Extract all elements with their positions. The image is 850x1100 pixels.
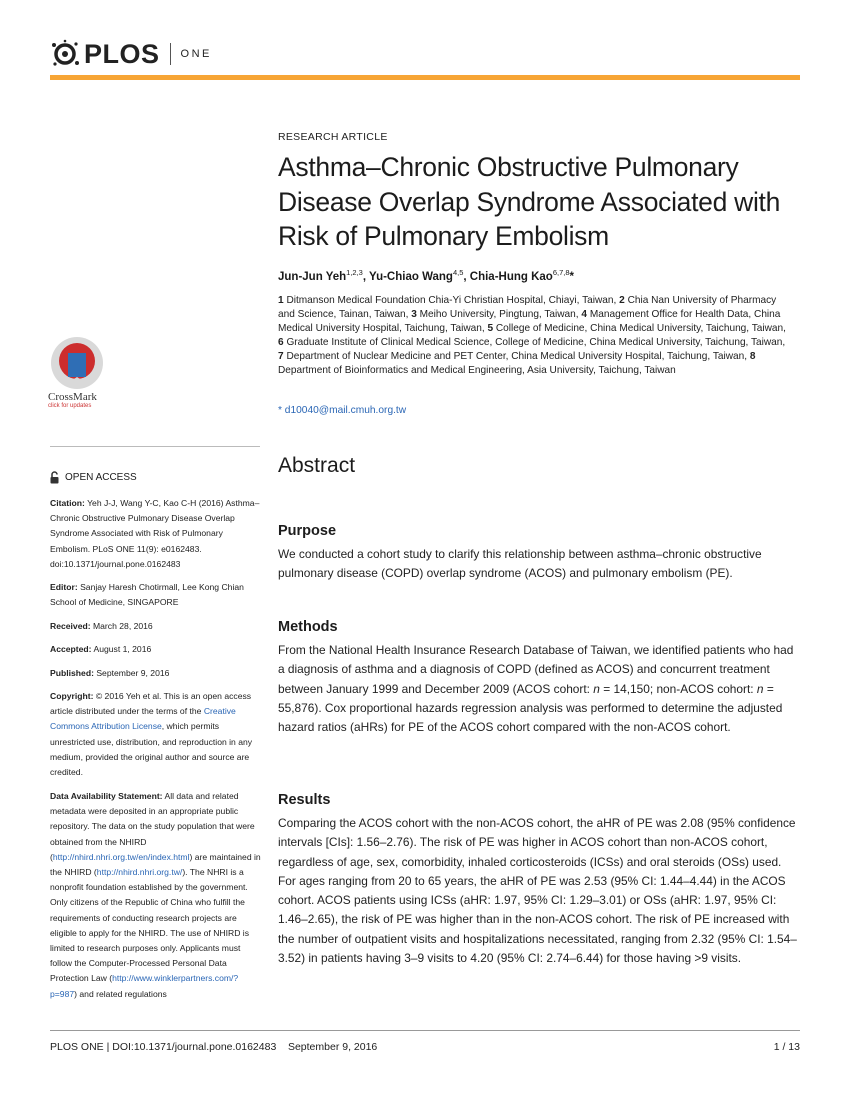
data-availability-text: ). The NHRI is a nonprofit foundation established by the government. Only citizens of the Republic of China who fulfill the requirements of conducting research projects are eligible to apply for the NHIRD. The use of NHIRD is limited to research purposes only. Applicants must follow the Computer-Processed Personal Data Protection Law ( xyxy=(50,867,250,984)
plos-logo[interactable] xyxy=(50,38,212,70)
author-affil-sup: 4,5 xyxy=(452,268,464,277)
published-date: September 9, 2016 xyxy=(93,668,170,678)
purpose-heading: Purpose xyxy=(278,523,337,539)
title-line: Disease Overlap Syndrome Associated with xyxy=(278,186,781,217)
crossmark-icon xyxy=(51,337,103,389)
crossmark-badge[interactable] xyxy=(48,337,108,409)
affil-text: Department of Bioinformatics and Medical Engineering, Asia University, Taichung, Taiwan xyxy=(278,365,676,377)
sidebar-divider xyxy=(50,446,260,447)
data-availability-label: Data Availability Statement: xyxy=(50,791,163,801)
nhird-link[interactable]: http://nhird.nhri.org.tw/ xyxy=(96,867,183,878)
data-availability-block xyxy=(50,789,264,1002)
affil-number: 7 xyxy=(278,351,284,363)
copyright-text: , which permits unrestricted use, distribution, and reproduction in any medium, provided the original author and source are credited. xyxy=(50,721,253,778)
accepted-label: Accepted: xyxy=(50,644,92,654)
title-line: Risk of Pulmonary Embolism xyxy=(278,221,609,251)
received-date: March 28, 2016 xyxy=(90,621,153,631)
affil-text: Graduate Institute of Clinical Medical Science, College of Medicine, China Medical University, Taichung, Taiwan, xyxy=(286,337,786,349)
methods-text-part: = 14,150; non-ACOS cohort: xyxy=(599,681,757,696)
author-separator: , xyxy=(463,270,470,283)
article-type: RESEARCH ARTICLE xyxy=(278,131,388,143)
nhird-link[interactable]: http://nhird.nhri.org.tw/en/index.html xyxy=(52,851,190,862)
italic-n: n xyxy=(593,681,600,696)
footer-citation: PLOS ONE | DOI:10.1371/journal.pone.0162483 September 9, 2016 xyxy=(50,1041,378,1053)
copyright-label: Copyright: xyxy=(50,691,94,701)
methods-heading: Methods xyxy=(278,619,338,635)
affil-number: 3 xyxy=(411,309,417,321)
citation-label: Citation: xyxy=(50,498,85,508)
editor-text: Sanjay Haresh Chotirmall, Lee Kong Chian School of Medicine, SINGAPORE xyxy=(50,582,244,608)
affil-number: 6 xyxy=(278,337,284,349)
affil-text: College of Medicine, China Medical University, Taichung, Taiwan, xyxy=(495,323,786,335)
methods-text-part: From the National Health Insurance Research Database of Taiwan, we identified patients who had a diagnosis of asthma and a diagnosis of COPD (defined as ACOS) and concurrent treatment between January 1999 and December 2009 (ACOS cohort: xyxy=(278,643,794,696)
accepted-date: August 1, 2016 xyxy=(91,644,152,654)
law-link[interactable]: http://www.winklerpartners.com/?p=987 xyxy=(50,973,239,999)
corresponding-marker: * xyxy=(569,270,575,283)
received-label: Received: xyxy=(50,621,91,631)
title-line: Asthma–Chronic Obstructive Pulmonary xyxy=(278,152,739,182)
logo-text: PLOS xyxy=(84,38,160,69)
author-separator: , xyxy=(362,270,370,283)
affil-number: 4 xyxy=(581,309,588,321)
affil-text: Meiho University, Pingtung, Taiwan, xyxy=(419,309,582,321)
author-name[interactable]: Yu-Chiao Wang xyxy=(369,270,453,283)
received-block xyxy=(50,619,264,634)
published-label: Published: xyxy=(50,668,94,678)
affil-text: Chia Nan University of Pharmacy and Science, Tainan, Taiwan, xyxy=(278,295,777,321)
citation-block xyxy=(50,496,264,572)
affil-text: Management Office for Health Data, China Medical University Hospital, Taichung, Taiwan, xyxy=(278,309,781,335)
data-availability-text: ) and related regulations xyxy=(74,988,167,999)
crossmark-sublabel: click for updates xyxy=(48,403,92,409)
affil-number: 1 xyxy=(278,295,284,306)
data-availability-text: All data and related metadata were deposited in an appropriate public repository. The data on the study population that were obtained from the NHIRD ( xyxy=(50,791,255,862)
abstract-heading: Abstract xyxy=(278,454,356,477)
results-text: Comparing the ACOS cohort with the non-ACOS cohort, the aHR of PE was 2.08 (95% confidence intervals [CIs]: 1.56–2.76). The risk of PE was higher in ACOS cohort than non-ACOS cohort, regardless of age, sex, comorbidity, inhaled corticosteroids (ICSs) and oral steroids (OSs) used. For ages ranging from 20 to 65 years, the aHR of PE was 2.53 (95% CI: 1.44–4.44) in the ACOS cohort. ACOS patients using ICSs (aHR: 1.97, 95% CI: 1.29–3.01) or OSs (aHR: 1.97, 95% CI: 1.46–2.65), the risk of PE was higher than in the non-ACOS cohort. The risk of PE increased with the number of outpatient visits and hospitalizations necessitated, ranging from 2.32 (95% CI: 1.54–3.52) in patients having 3–9 visits to 4.20 (95% CI: 2.74–6.44) for those having >9 visits. xyxy=(278,816,797,966)
plos-logo-icon xyxy=(50,39,80,69)
citation-text: Yeh J-J, Wang Y-C, Kao C-H (2016) Asthma–Chronic Obstructive Pulmonary Disease Overlap Syndrome Associated with Risk of Pulmonary Embolism. PLoS ONE 11(9): e0162483. doi:10.1371/journal.pone.0162483 xyxy=(50,498,260,569)
page-number: 1 / 13 xyxy=(773,1041,800,1053)
copyright-block xyxy=(50,689,264,780)
italic-n: n xyxy=(756,681,764,696)
affil-text: Department of Nuclear Medicine and PET Center, China Medical University Hospital, Taichung, Taiwan, xyxy=(286,351,750,363)
editor-label: Editor: xyxy=(50,582,78,592)
open-access-label: OPEN ACCESS xyxy=(65,472,137,483)
affil-text: Ditmanson Medical Foundation Chia-Yi Christian Hospital, Chiayi, Taiwan, xyxy=(286,295,620,306)
affiliations xyxy=(278,294,790,379)
author-affil-sup: 6,7,8 xyxy=(552,268,570,277)
footer-rule xyxy=(50,1030,800,1031)
accepted-block xyxy=(50,642,264,657)
journal-name: ONE xyxy=(180,48,212,60)
editor-block xyxy=(50,580,264,610)
copyright-text: © 2016 Yeh et al. This is an open access article distributed under the terms of the xyxy=(50,691,252,717)
affil-number: 2 xyxy=(619,295,625,306)
crossmark-label: CrossMark xyxy=(48,391,97,403)
author-name[interactable]: Jun-Jun Yeh xyxy=(278,270,347,283)
purpose-text: We conducted a cohort study to clarify this relationship between asthma–chronic obstructive pulmonary disease (COPD) overlap syndrome (ACOS) and pulmonary embolism (PE). xyxy=(278,547,762,581)
author-affil-sup: 1,2,3 xyxy=(346,268,363,277)
published-block xyxy=(50,666,264,681)
header-rule xyxy=(50,75,800,80)
methods-text-part: = 55,876). Cox proportional hazards regression analysis was performed to determine the adjusted hazard ratios (aHRs) for PE of the ACOS cohort compared with the non-ACOS cohort. xyxy=(278,681,783,735)
affil-number: 8 xyxy=(749,351,756,363)
author-list xyxy=(278,268,800,283)
methods-text xyxy=(278,641,798,737)
logo-divider xyxy=(170,43,171,65)
results-heading: Results xyxy=(278,792,331,808)
affil-number: 5 xyxy=(487,323,494,335)
data-availability-text: ) are maintained in the NHIRD ( xyxy=(50,851,261,878)
article-title xyxy=(278,150,800,254)
license-link[interactable]: Creative Commons Attribution License xyxy=(50,706,236,732)
author-name[interactable]: Chia-Hung Kao xyxy=(469,270,553,283)
corresponding-email-link[interactable]: * d10040@mail.cmuh.org.tw xyxy=(278,405,407,416)
open-access-badge xyxy=(50,471,137,484)
open-lock-icon xyxy=(50,471,59,484)
